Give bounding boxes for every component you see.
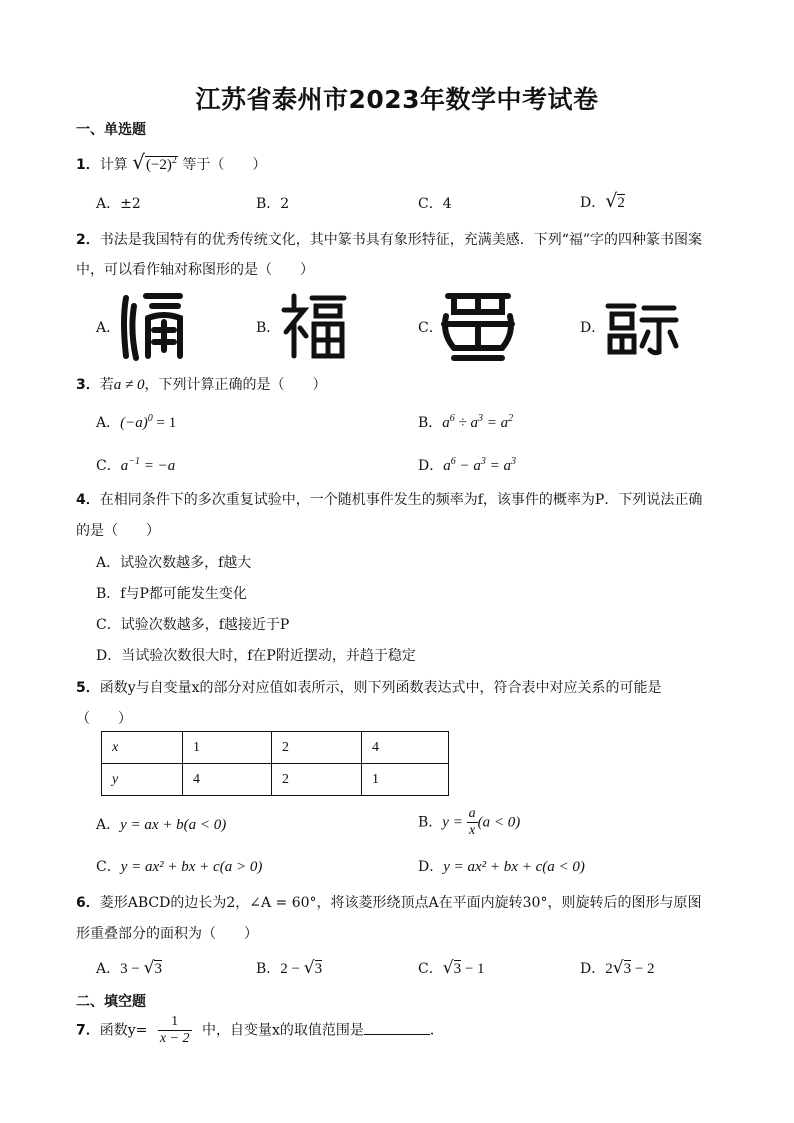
option-expression: a [442, 415, 450, 431]
question-4-line-1 [76, 489, 702, 509]
q1-option-d: D．√2 [580, 190, 625, 212]
table-cell: 1 [183, 732, 272, 764]
option-label: C． [418, 961, 443, 977]
question-4-line-2: 的是（ ） [76, 523, 160, 539]
option-expression: 3 − [120, 961, 144, 977]
q1-option-c: C．4 [418, 196, 452, 212]
q5-option-b [418, 806, 520, 839]
question-1 [76, 150, 266, 174]
numerator: 1 [158, 1014, 192, 1031]
question-stem: 在相同条件下的多次重复试验中，一个随机事件发生的频率为f，该事件的概率为P．下列说法正确 [99, 492, 703, 508]
option-expression: y = [442, 814, 467, 831]
denominator: x [468, 823, 476, 838]
option-label: B． [418, 415, 443, 431]
option-label: D． [418, 458, 444, 474]
table-cell: 4 [362, 732, 449, 764]
option-expression: y = ax² + bx + c(a > 0) [120, 859, 263, 875]
table-cell: 2 [272, 732, 362, 764]
option-label: C． [96, 859, 121, 875]
question-2-line-1 [76, 229, 702, 249]
q5-option-a [96, 814, 226, 834]
q4-option-d: D．当试验次数很大时，f在P附近摆动，并趋于稳定 [96, 648, 416, 664]
question-7 [76, 1014, 444, 1047]
question-number: 3． [76, 377, 100, 393]
question-number: 6． [76, 895, 100, 911]
option-label: C． [96, 458, 121, 474]
question-number: 4． [76, 492, 100, 508]
question-stem: 函数y与自变量x的部分对应值如表所示，则下列函数表达式中，符合表中对应关系的可能是 [99, 680, 662, 696]
question-stem: 书法是我国特有的优秀传统文化，其中篆书具有象形特征，充满美感．下列“福”字的四种篆书图案 [99, 232, 703, 248]
value-table [101, 731, 449, 796]
q2-option-c-label: C． [418, 320, 443, 336]
table-cell: 4 [183, 764, 272, 796]
option-label: A． [96, 415, 121, 431]
table-cell: y [102, 764, 183, 796]
table-cell: 1 [362, 764, 449, 796]
seal-script-fu-a-image [118, 290, 188, 362]
question-stem-mid: 中，自变量x的取值范围是 [201, 1022, 364, 1039]
page-title: 江苏省泰州市2023年数学中考试卷 [195, 85, 599, 114]
option-label: B． [418, 814, 443, 831]
section-heading-fill-in: 二、填空题 [76, 994, 146, 1010]
question-stem: 计算 [99, 157, 128, 173]
q6-option-b: B．2 − √3 [256, 958, 323, 978]
question-number: 1． [76, 157, 100, 173]
radicand: 3 [453, 961, 462, 977]
q5-option-c [96, 856, 262, 876]
question-6-line-2: 形重叠部分的面积为（ ） [76, 926, 258, 942]
radicand: 3 [623, 961, 632, 977]
q2-option-d-label: D． [580, 320, 606, 336]
question-stem: 若 [99, 377, 114, 393]
option-expression: a [443, 458, 451, 474]
seal-script-fu-d-image [604, 300, 680, 356]
question-number: 2． [76, 232, 100, 248]
sqrt-expression: $√(-2)^2$ [132, 150, 177, 174]
option-expression: 2 − [280, 961, 304, 977]
question-stem: 函数y= [99, 1022, 148, 1039]
q3-option-b: B．$a^6 \div a^3 = a^2$ [418, 413, 514, 431]
option-label: A． [96, 961, 121, 977]
question-number: 7． [76, 1022, 100, 1039]
radicand: 2 [617, 195, 625, 211]
option-label: B． [256, 961, 281, 977]
option-expression: a [120, 458, 129, 474]
fraction [467, 806, 478, 839]
radicand: 3 [154, 961, 162, 977]
option-label: D． [580, 195, 606, 211]
option-condition: (a < 0) [477, 814, 521, 831]
coefficient: 2 [605, 961, 613, 977]
question-number: 5． [76, 680, 100, 696]
question-stem-end: ，下列计算正确的是（ ） [144, 377, 327, 393]
question-5-line-1 [76, 677, 662, 697]
q3-option-a [96, 412, 176, 432]
option-expression: − 2 [631, 961, 655, 977]
option-label: D． [418, 859, 444, 875]
seal-script-fu-c-image [440, 288, 516, 364]
q3-option-d: D．$a^6 - a^3 = a^3$ [418, 456, 516, 474]
option-expression: y = ax² + bx + c(a < 0) [443, 859, 585, 875]
option-expression: (−a) [120, 415, 148, 431]
option-rhs: = 1 [152, 415, 177, 431]
table-cell: 2 [272, 764, 362, 796]
question-stem-end: ． [429, 1022, 444, 1039]
q2-option-b-label: B． [256, 320, 281, 336]
q1-option-a: A．±2 [96, 196, 141, 212]
q2-option-a-label: A． [96, 320, 121, 336]
radicand: (−2) [145, 157, 172, 173]
option-expression: − 1 [461, 961, 485, 977]
q1-option-b: B．2 [256, 196, 290, 212]
section-heading-single-choice: 一、单选题 [76, 122, 146, 138]
option-expression: y = ax + b(a < 0) [120, 817, 227, 833]
question-6-line-1 [76, 892, 701, 912]
table-cell: x [102, 732, 183, 764]
exponent: 2 [171, 155, 177, 166]
q6-option-d: D．2√3 − 2 [580, 958, 655, 978]
q3-option-c: C．$a^{-1} = -a$ [96, 456, 176, 474]
question-stem: 菱形ABCD的边长为2，∠A = 60°，将该菱形绕顶点A在平面内旋转30°，则旋转后的图形与原图 [99, 895, 702, 911]
question-5-line-2: （ ） [76, 711, 132, 727]
table-row [102, 764, 449, 796]
answer-blank[interactable] [364, 1020, 430, 1035]
numerator: a [468, 806, 476, 821]
fraction [158, 1014, 192, 1047]
option-label: A． [96, 817, 121, 833]
exponent: 0 [147, 413, 153, 424]
q6-option-a: A．3 − √3 [96, 958, 162, 978]
seal-script-fu-b-image [280, 292, 350, 360]
option-label: D． [580, 961, 606, 977]
question-stem-end: 等于（ ） [182, 157, 267, 173]
q4-option-c: C．试验次数越多，f越接近于P [96, 617, 290, 633]
q4-option-b: B．f与P都可能发生变化 [96, 586, 247, 602]
condition: a ≠ 0 [113, 377, 145, 393]
denominator: x − 2 [159, 1031, 190, 1046]
q5-option-d [418, 856, 585, 876]
table-row [102, 732, 449, 764]
q6-option-c: C．√3 − 1 [418, 958, 485, 978]
question-2-line-2: 中，可以看作轴对称图形的是（ ） [76, 262, 314, 278]
radicand: 3 [314, 961, 323, 977]
question-3 [76, 374, 326, 394]
q4-option-a: A．试验次数越多，f越大 [96, 555, 252, 571]
